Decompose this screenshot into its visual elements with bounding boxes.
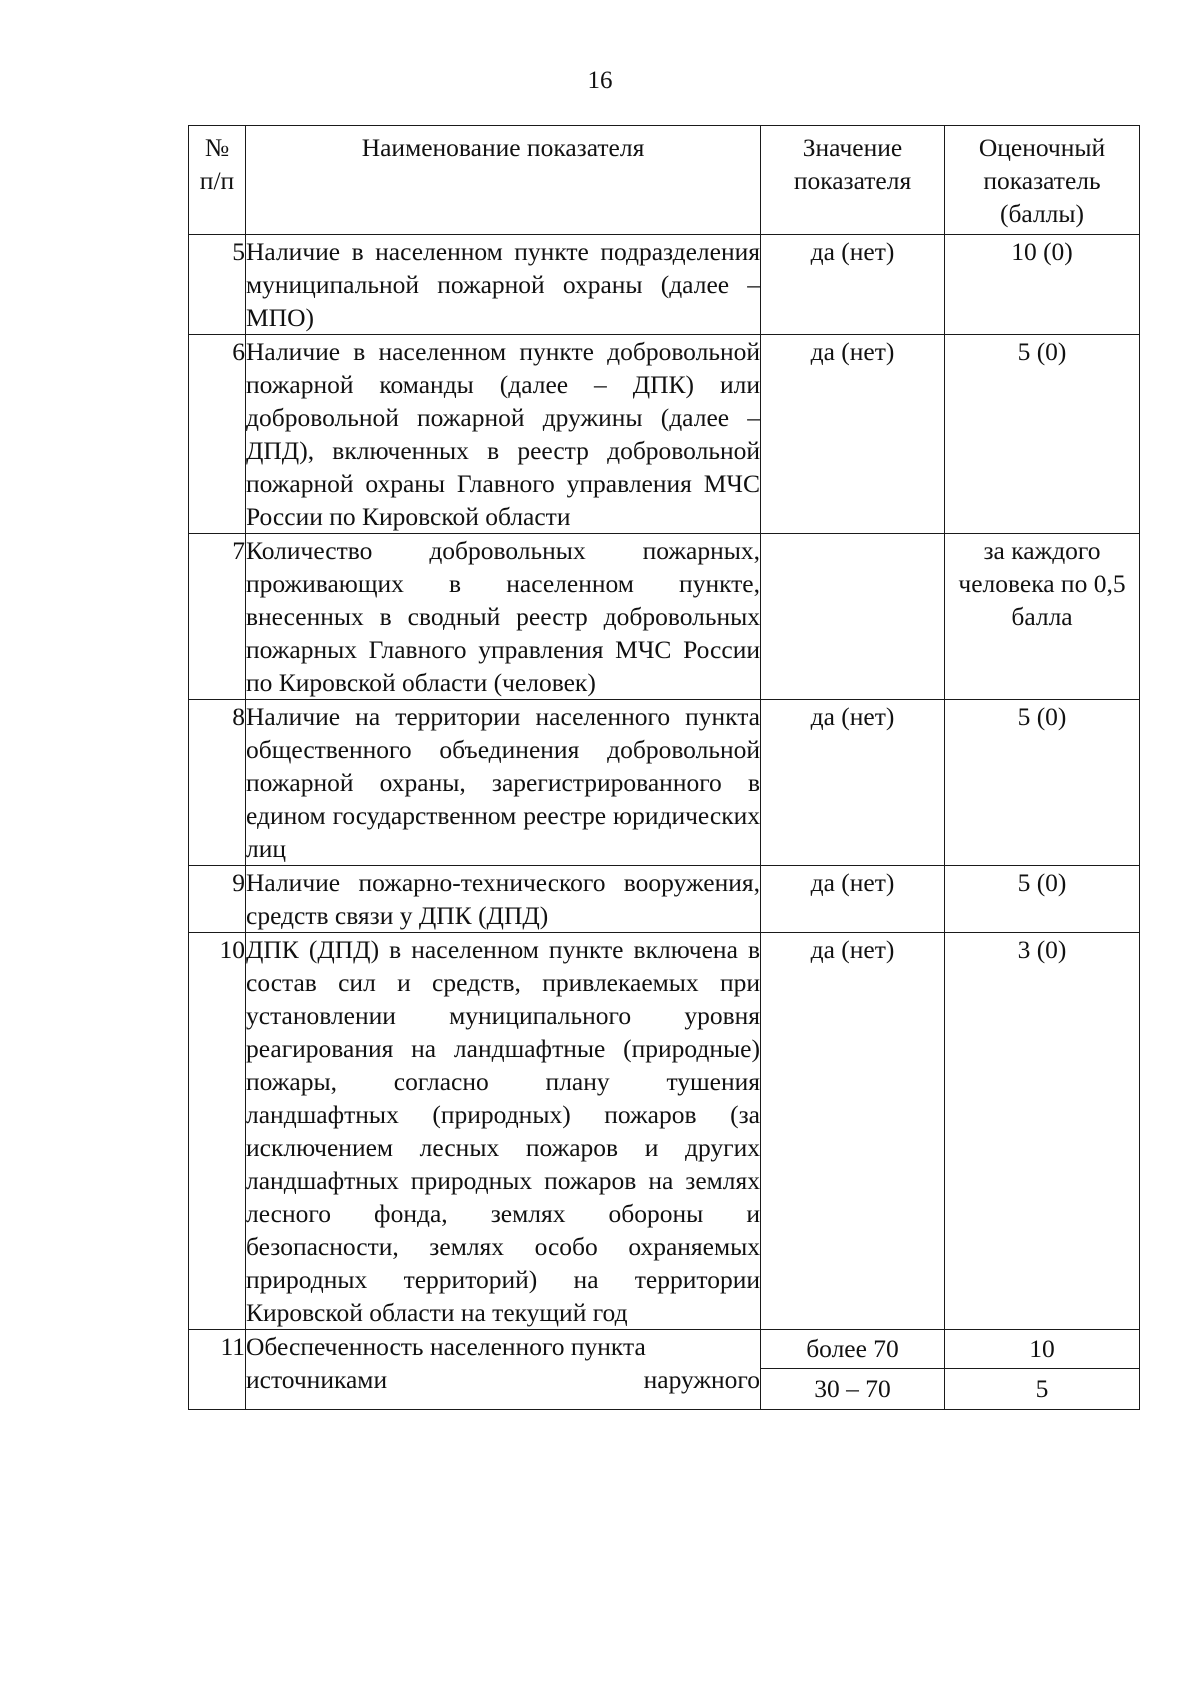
row-name: ДПК (ДПД) в населенном пункте включена в состав сил и средств, привлекаемых при установлении муниципального уровня реагирования на ландшафтные (природные) пожары, согласно плану тушения ландшафтных (природных) пожаров (за исключением лесных пожаров и других ландшафтных природных пожаров на землях лесного фонда, землях обороны и безопасности, землях особо охраняемых природных территорий) на территории Кировской области на текущий год <box>246 933 761 1330</box>
row-score: 5 (0) <box>945 700 1140 866</box>
row-name-line: Обеспеченность населенного пункта <box>246 1332 646 1361</box>
header-value-text: Значение показателя <box>793 133 912 195</box>
row-value: да (нет) <box>761 335 945 534</box>
row-score-split <box>945 1330 1140 1410</box>
header-value <box>761 126 945 235</box>
row-name <box>246 1330 761 1410</box>
table-row <box>189 534 1140 700</box>
row-score: 5 <box>945 1368 1139 1409</box>
row-value <box>761 534 945 700</box>
row-num: 11 <box>189 1330 246 1410</box>
table-row <box>189 933 1140 1330</box>
header-num-text: № п/п <box>199 133 235 195</box>
header-name-text: Наименование показателя <box>361 133 645 162</box>
row-num: 7 <box>189 534 246 700</box>
header-num <box>189 126 246 235</box>
table-row <box>189 866 1140 933</box>
row-name: Наличие на территории населенного пункта общественного объединения добровольной пожарной охраны, зарегистрированного в едином государственном реестре юридических лиц <box>246 700 761 866</box>
row-num: 8 <box>189 700 246 866</box>
row-name: Наличие в населенном пункте подразделения муниципальной пожарной охраны (далее – МПО) <box>246 235 761 335</box>
table-row <box>189 700 1140 866</box>
row-value: да (нет) <box>761 866 945 933</box>
indicators-table <box>188 125 1140 1410</box>
row-score: 5 (0) <box>945 866 1140 933</box>
row-num: 9 <box>189 866 246 933</box>
row-value: да (нет) <box>761 235 945 335</box>
row-score: 10 (0) <box>945 235 1140 335</box>
row-name-line: источниками наружного <box>246 1365 760 1394</box>
header-score <box>945 126 1140 235</box>
row-num: 5 <box>189 235 246 335</box>
row-num: 6 <box>189 335 246 534</box>
row-score: 10 <box>1029 1334 1055 1363</box>
table-row <box>189 335 1140 534</box>
header-score-text: Оценочный показатель (баллы) <box>978 133 1106 228</box>
row-name: Количество добровольных пожарных, проживающих в населенном пункте, внесенных в сводный реестр добровольных пожарных Главного управления МЧС России по Кировской области (человек) <box>246 534 761 700</box>
page-number: 16 <box>587 67 613 94</box>
row-name: Наличие в населенном пункте добровольной пожарной команды (далее – ДПК) или добровольной пожарной дружины (далее – ДПД), включенных в реестр добровольной пожарной охраны Главного управления МЧС России по Кировской области <box>246 335 761 534</box>
row-score: за каждого человека по 0,5 балла <box>945 534 1140 700</box>
row-value-split <box>761 1330 945 1410</box>
row-num: 10 <box>189 933 246 1330</box>
row-score: 3 (0) <box>945 933 1140 1330</box>
row-value: да (нет) <box>761 700 945 866</box>
row-score: 5 (0) <box>945 335 1140 534</box>
row-value: 30 – 70 <box>761 1368 944 1409</box>
table-header-row <box>189 126 1140 235</box>
table-row <box>189 1330 1140 1410</box>
row-value: более 70 <box>806 1334 899 1363</box>
row-value: да (нет) <box>761 933 945 1330</box>
header-name <box>246 126 761 235</box>
row-name: Наличие пожарно-технического вооружения, средств связи у ДПК (ДПД) <box>246 866 761 933</box>
table-row <box>189 235 1140 335</box>
